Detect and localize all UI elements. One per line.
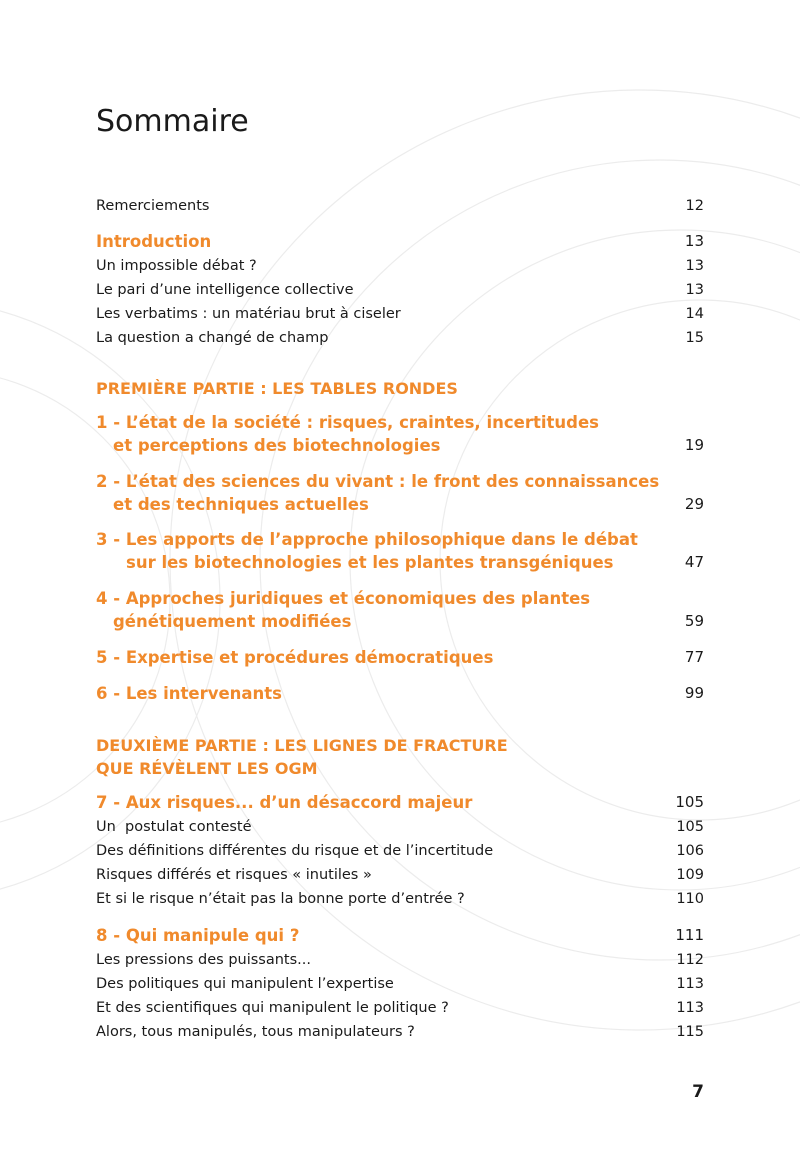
toc-chapter-1[interactable] [96, 411, 704, 457]
chapter-title-line1: 3 - Les apports de l’approche philosophique dans le débat [96, 530, 638, 549]
toc-chapter-6[interactable] [96, 682, 704, 705]
chapter-title-line1: 2 - L’état des sciences du vivant : le front des connaissances [96, 472, 660, 491]
chapter-title-line1: 7 - Aux risques... d’un désaccord majeur [96, 793, 473, 812]
toc-entry[interactable] [96, 255, 704, 278]
toc-page: 106 [676, 843, 704, 859]
chapter-title-line2: et perceptions des biotechnologies [113, 436, 441, 455]
toc-label: Un impossible débat ? [96, 258, 257, 274]
toc-page: 19 [684, 436, 704, 454]
toc-entry[interactable] [96, 327, 704, 350]
toc-entry[interactable] [96, 864, 704, 887]
toc-chapter-8[interactable] [96, 924, 704, 947]
toc-page: 112 [676, 952, 704, 968]
chapter-title-line2: et des techniques actuelles [113, 495, 369, 514]
toc-page: 110 [676, 891, 704, 907]
toc-page: 29 [684, 495, 704, 513]
toc-label: Des politiques qui manipulent l’expertise [96, 976, 394, 992]
toc-page: 111 [675, 926, 704, 944]
toc-chapter-4[interactable] [96, 587, 704, 633]
toc-page: 113 [676, 1000, 704, 1016]
toc-entry[interactable] [96, 816, 704, 839]
toc-page: 12 [685, 198, 704, 214]
chapter-title-line1: 1 - L’état de la société : risques, craintes, incertitudes [96, 413, 599, 432]
section-heading: Introduction [96, 232, 212, 251]
toc-page: 105 [676, 819, 704, 835]
part-heading-2 [96, 734, 704, 780]
toc-page: 113 [676, 976, 704, 992]
toc-page: 105 [675, 793, 704, 811]
toc-label: Les verbatims : un matériau brut à ciseler [96, 306, 401, 322]
toc-page: 99 [684, 684, 704, 702]
toc-page: 115 [676, 1024, 704, 1040]
toc-label: Et si le risque n’était pas la bonne porte d’entrée ? [96, 891, 465, 907]
toc-section-introduction[interactable] [96, 230, 704, 253]
toc-entry[interactable] [96, 973, 704, 996]
toc-chapter-3[interactable] [96, 528, 704, 574]
toc-entry[interactable] [96, 303, 704, 326]
toc-page: 59 [684, 612, 704, 630]
toc-page: 13 [684, 232, 704, 250]
toc-page: 14 [685, 306, 704, 322]
chapter-title-line2: sur les biotechnologies et les plantes transgéniques [126, 553, 614, 572]
page-number: 7 [692, 1082, 704, 1102]
toc-label: Un postulat contesté [96, 819, 252, 835]
toc-page: 13 [685, 282, 704, 298]
toc-page: 15 [685, 330, 704, 346]
chapter-title-line1: 5 - Expertise et procédures démocratiques [96, 648, 494, 667]
toc-label: Alors, tous manipulés, tous manipulateurs ? [96, 1024, 415, 1040]
toc-page: 109 [676, 867, 704, 883]
toc-page: 13 [685, 258, 704, 274]
toc-label: Remerciements [96, 198, 210, 214]
toc-label: La question a changé de champ [96, 330, 329, 346]
toc-entry[interactable] [96, 997, 704, 1020]
toc-entry[interactable] [96, 949, 704, 972]
toc-label: Des définitions différentes du risque et de l’incertitude [96, 843, 494, 859]
part-heading-1: PREMIÈRE PARTIE : LES TABLES RONDES [96, 379, 458, 398]
chapter-title-line2: génétiquement modifiées [113, 612, 352, 631]
toc-entry-remerciements[interactable] [96, 195, 704, 218]
toc-page: 77 [684, 648, 704, 666]
toc-label: Les pressions des puissants... [96, 952, 312, 968]
toc-label: Le pari d’une intelligence collective [96, 282, 354, 298]
page-title: Sommaire [96, 104, 249, 139]
chapter-title-line1: 8 - Qui manipule qui ? [96, 926, 300, 945]
part-heading-line1: DEUXIÈME PARTIE : LES LIGNES DE FRACTURE [96, 736, 508, 755]
toc-label: Risques différés et risques « inutiles » [96, 867, 372, 883]
toc-entry[interactable] [96, 279, 704, 302]
toc-entry[interactable] [96, 888, 704, 911]
chapter-title-line1: 6 - Les intervenants [96, 684, 282, 703]
toc-label: Et des scientifiques qui manipulent le politique ? [96, 1000, 449, 1016]
chapter-title-line1: 4 - Approches juridiques et économiques des plantes [96, 589, 591, 608]
part-heading-line2: QUE RÉVÈLENT LES OGM [96, 759, 318, 778]
toc-page: 47 [684, 553, 704, 571]
toc-entry[interactable] [96, 840, 704, 863]
toc-chapter-2[interactable] [96, 470, 704, 516]
toc-chapter-7[interactable] [96, 791, 704, 814]
toc-chapter-5[interactable] [96, 646, 704, 669]
toc-entry[interactable] [96, 1021, 704, 1044]
